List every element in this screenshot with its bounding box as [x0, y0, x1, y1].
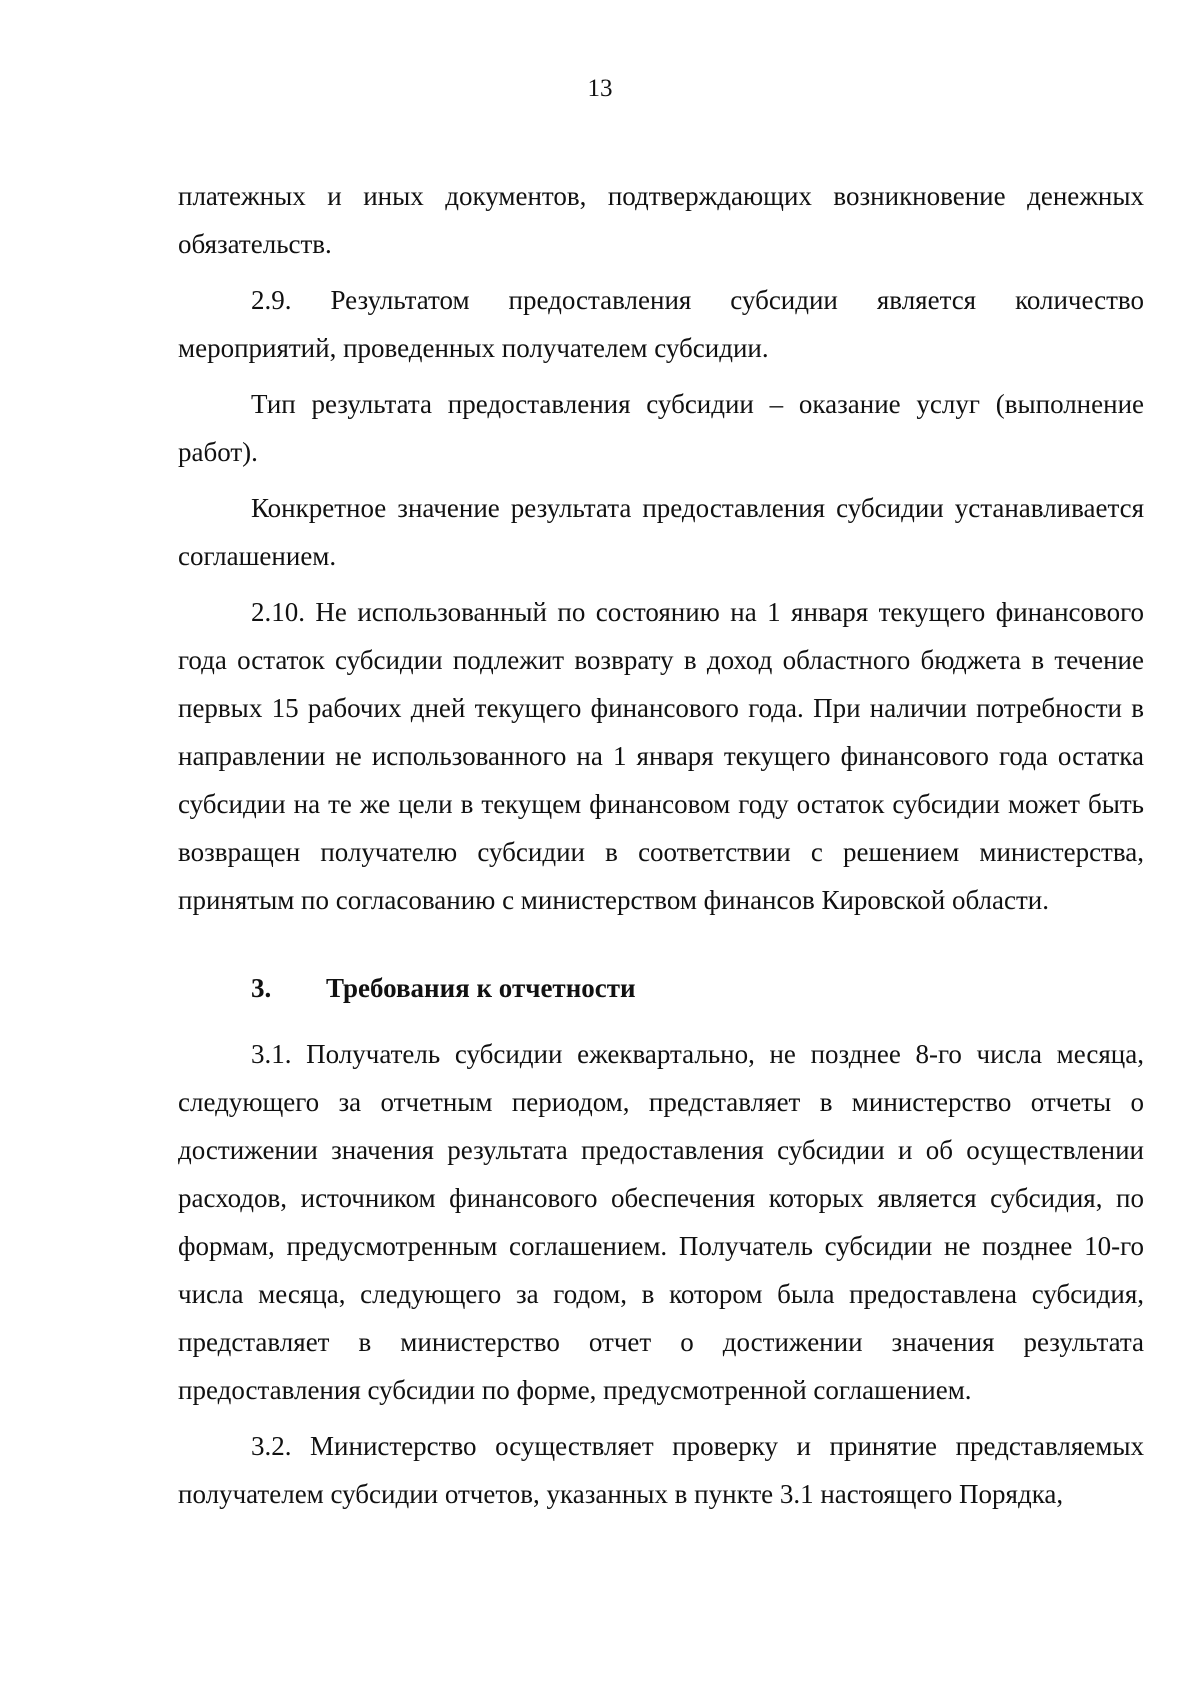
document-body	[178, 172, 1144, 1526]
paragraph-result-value: Конкретное значение результата предоставления субсидии устанавливается соглашением.	[178, 493, 1144, 571]
paragraph-3-2: 3.2. Министерство осуществляет проверку и принятие представляемых получателем субсидии отчетов, указанных в пункте 3.1 настоящего Порядка,	[178, 1431, 1144, 1509]
section-heading	[178, 964, 1144, 1012]
paragraph-continuation: платежных и иных документов, подтверждающих возникновение денежных обязательств.	[178, 181, 1144, 259]
section-title: Требования к отчетности	[326, 973, 636, 1003]
section-number: 3.	[251, 973, 272, 1003]
paragraph-2-9: 2.9. Результатом предоставления субсидии является количество мероприятий, проведенных получателем субсидии.	[178, 285, 1144, 363]
paragraph-2-10: 2.10. Не использованный по состоянию на 1 января текущего финансового года остаток субсидии подлежит возврату в доход областного бюджета в течение первых 15 рабочих дней текущего финансового года. При наличии потребности в направлении не использованного на 1 января текущего финансового года остатка субсидии на те же цели в текущем финансовом году остаток субсидии может быть возвращен получателю субсидии в соответствии с решением министерства, принятым по согласованию с министерством финансов Кировской области.	[178, 597, 1144, 915]
paragraph-result-type: Тип результата предоставления субсидии – оказание услуг (выполнение работ).	[178, 389, 1144, 467]
page-number: 13	[587, 75, 613, 102]
paragraph-3-1: 3.1. Получатель субсидии ежеквартально, не позднее 8-го числа месяца, следующего за отчетным периодом, представляет в министерство отчеты о достижении значения результата предоставления субсидии и об осуществлении расходов, источником финансового обеспечения которых является субсидия, по формам, предусмотренным соглашением. Получатель субсидии не позднее 10-го числа месяца, следующего за годом, в котором была предоставлена субсидия, представляет в министерство отчет о достижении значения результата предоставления субсидии по форме, предусмотренной соглашением.	[178, 1039, 1144, 1405]
